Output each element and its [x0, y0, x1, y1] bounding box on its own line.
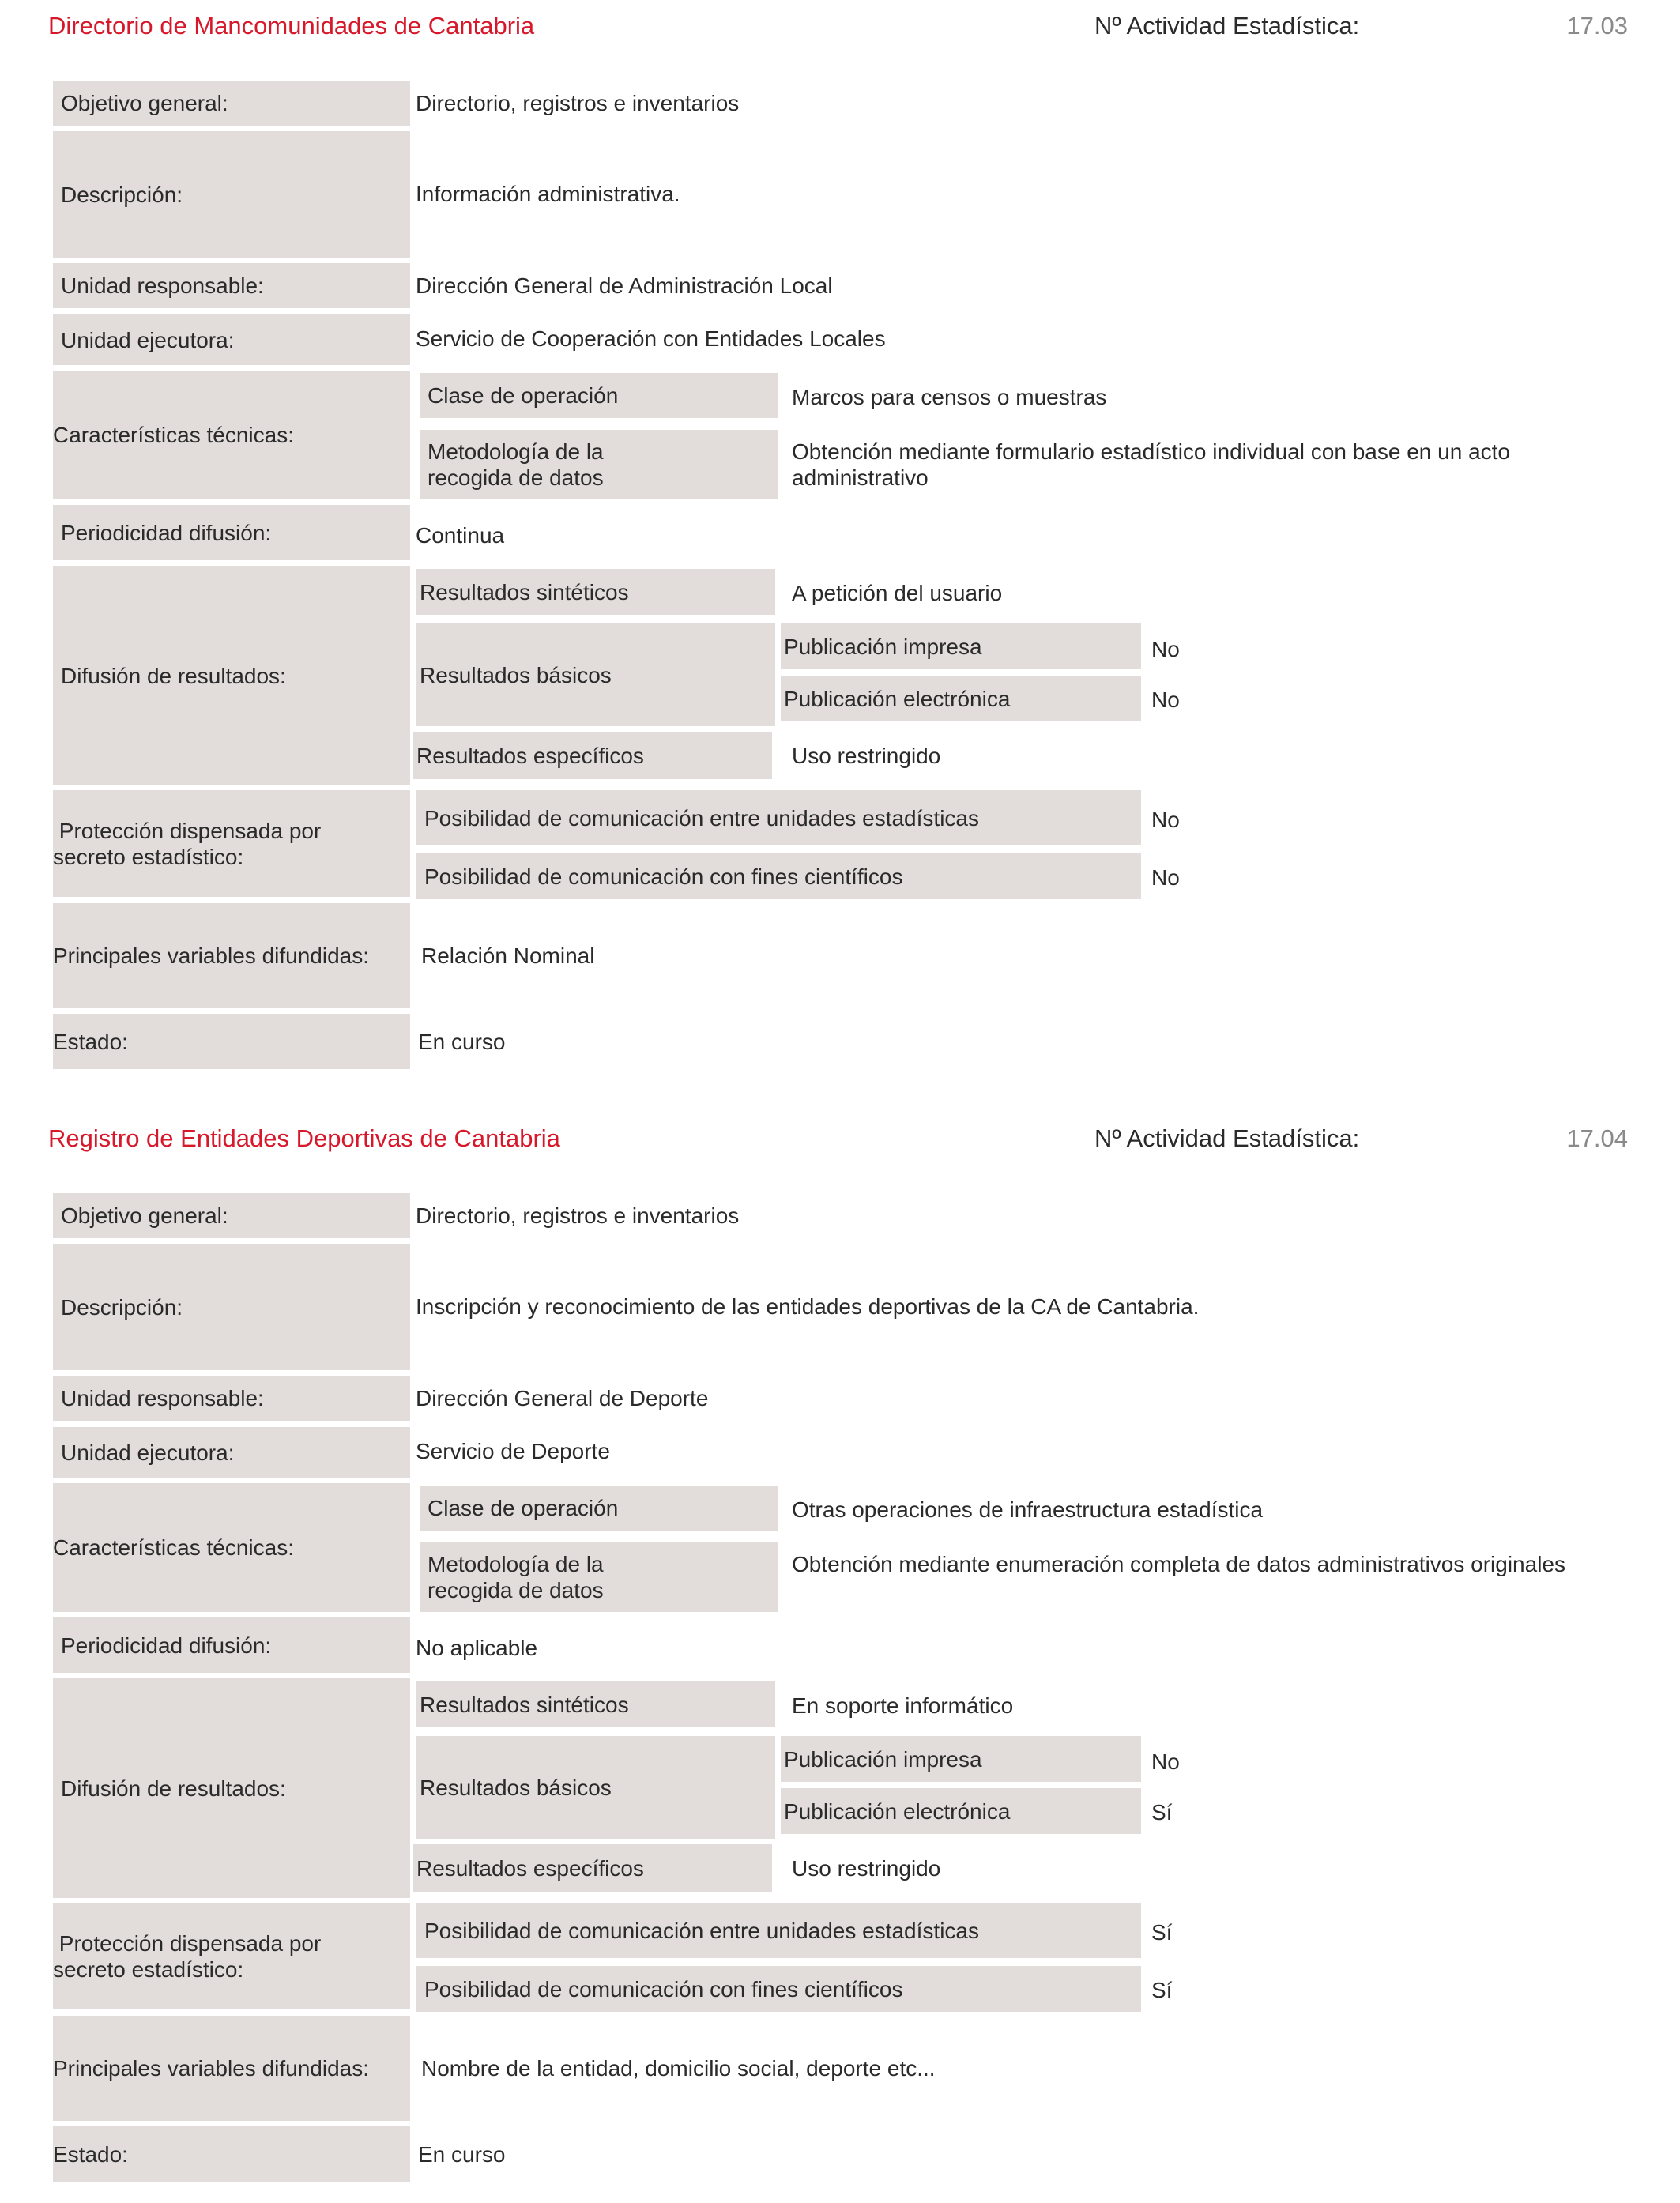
publicacion-impresa-label: Publicación impresa	[781, 1736, 1141, 1782]
unidad-ejecutora-value: Servicio de Cooperación con Entidades Locales	[416, 326, 886, 351]
variables-value: Nombre de la entidad, domicilio social, deporte etc...	[421, 2056, 936, 2081]
publicacion-electronica-value: Sí	[1151, 1800, 1173, 1825]
activity-number: 17.03	[1566, 12, 1628, 40]
periodicidad-value: No aplicable	[416, 1636, 538, 1660]
activity-number: 17.04	[1566, 1124, 1628, 1152]
periodicidad-label: Periodicidad difusión:	[53, 505, 410, 560]
metodologia-value: Obtención mediante formulario estadístico individual con base en un acto administrativo	[792, 439, 1510, 490]
caracteristicas-label: Características técnicas:	[53, 371, 410, 499]
comunicacion-cientificos-label: Posibilidad de comunicación con fines científicos	[416, 1966, 1141, 2012]
resultados-sinteticos-value: En soporte informático	[792, 1693, 1014, 1718]
unidad-responsable-label: Unidad responsable:	[53, 1376, 410, 1421]
estado-value: En curso	[418, 1030, 506, 1054]
resultados-especificos-value: Uso restringido	[792, 1856, 941, 1881]
proteccion-label: Protección dispensada por secreto estadístico:	[53, 1903, 410, 2009]
publicacion-electronica-label: Publicación electrónica	[781, 1788, 1141, 1834]
resultados-sinteticos-label: Resultados sintéticos	[416, 1681, 775, 1727]
unidad-responsable-label: Unidad responsable:	[53, 263, 410, 308]
comunicacion-cientificos-value: Sí	[1151, 1978, 1173, 2002]
publicacion-impresa-value: No	[1151, 637, 1180, 661]
unidad-responsable-value: Dirección General de Administración Local	[416, 273, 833, 298]
descripcion-value: Información administrativa.	[416, 182, 680, 206]
descripcion-value: Inscripción y reconocimiento de las entidades deportivas de la CA de Cantabria.	[416, 1294, 1200, 1319]
clase-operacion-value: Otras operaciones de infraestructura estadística	[792, 1497, 1264, 1522]
variables-label: Principales variables difundidas:	[53, 903, 410, 1008]
objetivo-value: Directorio, registros e inventarios	[416, 1203, 740, 1228]
resultados-sinteticos-value: A petición del usuario	[792, 581, 1003, 605]
comunicacion-unidades-value: No	[1151, 808, 1180, 832]
activity-title: Directorio de Mancomunidades de Cantabria	[48, 12, 535, 40]
activity-record	[0, 1113, 1680, 2203]
comunicacion-unidades-label: Posibilidad de comunicación entre unidades estadísticas	[416, 1903, 1141, 1958]
variables-value: Relación Nominal	[421, 943, 595, 968]
descripcion-label: Descripción:	[53, 131, 410, 258]
objetivo-label: Objetivo general:	[53, 81, 410, 126]
unidad-responsable-value: Dirección General de Deporte	[416, 1386, 709, 1410]
estado-label: Estado:	[53, 1014, 410, 1069]
clase-operacion-label: Clase de operación	[420, 373, 778, 418]
activity-number-label: Nº Actividad Estadística:	[1094, 12, 1360, 40]
clase-operacion-value: Marcos para censos o muestras	[792, 385, 1107, 409]
resultados-especificos-label: Resultados específicos	[413, 1844, 772, 1892]
periodicidad-label: Periodicidad difusión:	[53, 1617, 410, 1673]
unidad-ejecutora-value: Servicio de Deporte	[416, 1439, 610, 1463]
resultados-especificos-value: Uso restringido	[792, 744, 941, 768]
publicacion-electronica-label: Publicación electrónica	[781, 676, 1141, 721]
activity-title: Registro de Entidades Deportivas de Cantabria	[48, 1124, 560, 1152]
metodologia-label: Metodología de la recogida de datos	[420, 1542, 778, 1612]
comunicacion-cientificos-label: Posibilidad de comunicación con fines científicos	[416, 853, 1141, 899]
descripcion-label: Descripción:	[53, 1244, 410, 1370]
difusion-label: Difusión de resultados:	[53, 566, 410, 785]
periodicidad-value: Continua	[416, 523, 505, 548]
difusion-label: Difusión de resultados:	[53, 1678, 410, 1898]
resultados-sinteticos-label: Resultados sintéticos	[416, 569, 775, 615]
clase-operacion-label: Clase de operación	[420, 1486, 778, 1531]
unidad-ejecutora-label: Unidad ejecutora:	[53, 1427, 410, 1478]
objetivo-label: Objetivo general:	[53, 1193, 410, 1238]
publicacion-impresa-label: Publicación impresa	[781, 623, 1141, 669]
caracteristicas-label: Características técnicas:	[53, 1483, 410, 1612]
objetivo-value: Directorio, registros e inventarios	[416, 91, 740, 115]
estado-label: Estado:	[53, 2126, 410, 2182]
proteccion-label: Protección dispensada por secreto estadístico:	[53, 790, 410, 897]
resultados-basicos-label: Resultados básicos	[416, 1736, 775, 1839]
metodologia-label: Metodología de la recogida de datos	[420, 430, 778, 499]
estado-value: En curso	[418, 2142, 506, 2167]
activity-record	[0, 0, 1680, 1090]
variables-label: Principales variables difundidas:	[53, 2016, 410, 2121]
publicacion-electronica-value: No	[1151, 687, 1180, 712]
comunicacion-cientificos-value: No	[1151, 865, 1180, 890]
activity-number-label: Nº Actividad Estadística:	[1094, 1124, 1360, 1152]
resultados-basicos-label: Resultados básicos	[416, 623, 775, 726]
resultados-especificos-label: Resultados específicos	[413, 732, 772, 779]
metodologia-value: Obtención mediante enumeración completa de datos administrativos originales	[792, 1552, 1565, 1576]
comunicacion-unidades-value: Sí	[1151, 1920, 1173, 1945]
publicacion-impresa-value: No	[1151, 1749, 1180, 1774]
unidad-ejecutora-label: Unidad ejecutora:	[53, 314, 410, 365]
comunicacion-unidades-label: Posibilidad de comunicación entre unidades estadísticas	[416, 790, 1141, 845]
